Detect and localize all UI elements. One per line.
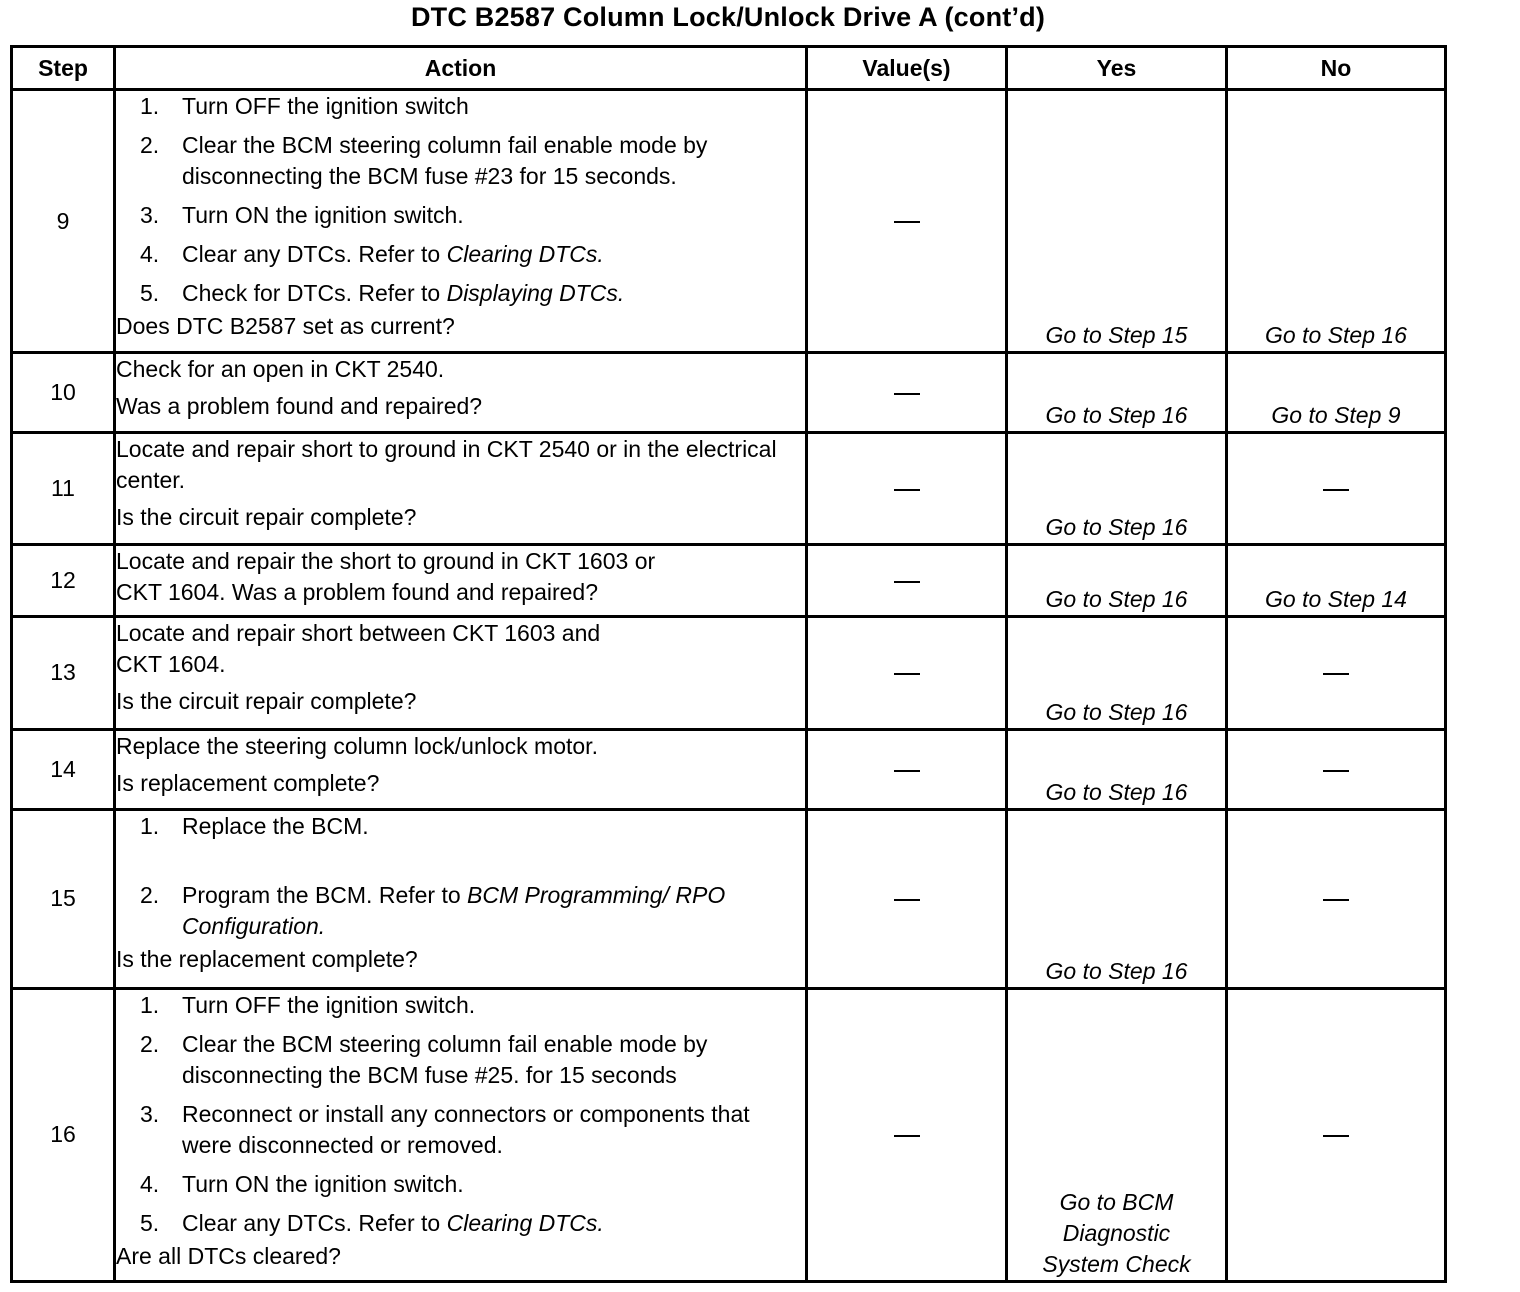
yes-result: Go to Step 16 bbox=[1007, 729, 1227, 809]
table-row bbox=[12, 729, 1446, 809]
no-result bbox=[1227, 988, 1446, 1281]
header-step: Step bbox=[12, 47, 115, 90]
item-text-main: Clear any DTCs. Refer to bbox=[182, 1209, 447, 1236]
step-number: 13 bbox=[12, 617, 115, 729]
item-number: 4. bbox=[140, 1170, 160, 1197]
no-result: Go to Step 14 bbox=[1227, 544, 1446, 616]
list-item bbox=[140, 811, 805, 842]
item-number: 2. bbox=[140, 132, 160, 158]
value-cell bbox=[807, 353, 1007, 433]
table-row bbox=[12, 353, 1446, 433]
dash-mark bbox=[894, 673, 920, 675]
list-item bbox=[140, 1099, 805, 1161]
yes-result bbox=[1007, 988, 1227, 1281]
dtc-table bbox=[10, 45, 1447, 1283]
action-text: CKT 1604. bbox=[116, 651, 226, 678]
list-item bbox=[140, 239, 805, 270]
item-number: 1. bbox=[140, 93, 160, 119]
action-text: Locate and repair the short to ground in CKT 1603 or bbox=[116, 547, 656, 574]
action-text: CKT 1604. Was a problem found and repaired? bbox=[116, 578, 599, 605]
item-text-main: Clear any DTCs. Refer to bbox=[182, 241, 447, 267]
dash-mark bbox=[1323, 770, 1349, 772]
table-row bbox=[12, 809, 1446, 988]
value-cell bbox=[807, 809, 1007, 988]
step-number: 11 bbox=[12, 433, 115, 544]
item-number: 2. bbox=[140, 881, 160, 908]
action-cell bbox=[115, 729, 807, 809]
item-text bbox=[182, 239, 805, 270]
value-cell bbox=[807, 729, 1007, 809]
yes-result-line bbox=[1008, 1187, 1225, 1218]
no-result bbox=[1227, 617, 1446, 729]
question-text: Was a problem found and repaired? bbox=[116, 393, 483, 420]
item-number: 5. bbox=[140, 280, 160, 306]
value-cell bbox=[807, 90, 1007, 353]
reference-link: Diagnostic bbox=[1062, 1220, 1171, 1246]
table-row bbox=[12, 544, 1446, 616]
dash-mark bbox=[1323, 1135, 1349, 1137]
dash-mark bbox=[894, 1135, 920, 1137]
header-values: Value(s) bbox=[807, 47, 1007, 90]
item-text: Clear the BCM steering column fail enable mode by disconnecting the BCM fuse #25. for 15 seconds bbox=[182, 1030, 708, 1088]
action-cell bbox=[115, 353, 807, 433]
value-cell bbox=[807, 988, 1007, 1281]
question-text: Is the circuit repair complete? bbox=[116, 504, 417, 531]
no-result: Go to Step 9 bbox=[1227, 353, 1446, 433]
list-item bbox=[140, 1208, 805, 1239]
question-text: Are all DTCs cleared? bbox=[116, 1242, 341, 1269]
question-text: Is the circuit repair complete? bbox=[116, 688, 417, 715]
list-item bbox=[140, 1029, 805, 1091]
reference-link: Clearing DTCs. bbox=[446, 1209, 604, 1236]
header-yes: Yes bbox=[1007, 47, 1227, 90]
no-result: Go to Step 16 bbox=[1227, 90, 1446, 353]
dash-mark bbox=[1323, 489, 1349, 491]
no-result bbox=[1227, 729, 1446, 809]
reference-link: BCM Programming/ RPO Configuration. bbox=[182, 881, 726, 939]
reference-link: Clearing DTCs. bbox=[446, 241, 604, 267]
item-number: 3. bbox=[140, 202, 160, 228]
item-text: Turn ON the ignition switch. bbox=[182, 202, 464, 228]
item-text bbox=[182, 1208, 805, 1239]
list-item bbox=[140, 130, 805, 192]
item-number: 3. bbox=[140, 1100, 160, 1127]
table-header-row bbox=[12, 47, 1446, 90]
table-row bbox=[12, 90, 1446, 353]
dash-mark bbox=[894, 393, 920, 395]
value-cell bbox=[807, 544, 1007, 616]
dash-mark bbox=[894, 770, 920, 772]
dash-mark bbox=[894, 221, 920, 223]
list-item bbox=[140, 990, 805, 1021]
dash-mark bbox=[1323, 899, 1349, 901]
table-row bbox=[12, 988, 1446, 1281]
list-item bbox=[140, 91, 805, 122]
item-text: Turn ON the ignition switch. bbox=[182, 1170, 464, 1197]
action-cell bbox=[115, 90, 807, 353]
header-no: No bbox=[1227, 47, 1446, 90]
no-result bbox=[1227, 433, 1446, 544]
action-text: Replace the steering column lock/unlock motor. bbox=[116, 732, 598, 759]
question-text: Does DTC B2587 set as current? bbox=[116, 313, 455, 339]
item-text: Turn OFF the ignition switch bbox=[182, 93, 469, 119]
item-text: Turn OFF the ignition switch. bbox=[182, 991, 476, 1018]
action-cell bbox=[115, 617, 807, 729]
item-text: Reconnect or install any connectors or components that were disconnected or removed. bbox=[182, 1100, 750, 1158]
list-item bbox=[140, 200, 805, 231]
yes-result: Go to Step 15 bbox=[1007, 90, 1227, 353]
yes-result: Go to Step 16 bbox=[1007, 353, 1227, 433]
item-number: 5. bbox=[140, 1209, 160, 1236]
item-number: 1. bbox=[140, 812, 160, 839]
yes-result: Go to Step 16 bbox=[1007, 809, 1227, 988]
dash-mark bbox=[894, 489, 920, 491]
reference-link: System Check bbox=[1042, 1251, 1191, 1277]
item-text bbox=[182, 880, 805, 942]
dash-mark bbox=[894, 899, 920, 901]
table-row bbox=[12, 433, 1446, 544]
item-number: 4. bbox=[140, 241, 160, 267]
list-item bbox=[140, 1169, 805, 1200]
list-item bbox=[140, 278, 805, 309]
item-text bbox=[182, 278, 805, 309]
value-cell bbox=[807, 433, 1007, 544]
action-cell bbox=[115, 544, 807, 616]
table-row bbox=[12, 617, 1446, 729]
no-result bbox=[1227, 809, 1446, 988]
action-cell bbox=[115, 988, 807, 1281]
dash-mark bbox=[894, 581, 920, 583]
step-number: 14 bbox=[12, 729, 115, 809]
question-text: Is replacement complete? bbox=[116, 769, 380, 796]
yes-result: Go to Step 16 bbox=[1007, 433, 1227, 544]
list-item bbox=[140, 880, 805, 942]
yes-prefix: Go to bbox=[1059, 1189, 1123, 1215]
yes-result: Go to Step 16 bbox=[1007, 617, 1227, 729]
value-cell bbox=[807, 617, 1007, 729]
item-text: Clear the BCM steering column fail enable mode by disconnecting the BCM fuse #23 for 15 seconds. bbox=[182, 132, 708, 189]
yes-result: Go to Step 16 bbox=[1007, 544, 1227, 616]
step-number: 9 bbox=[12, 90, 115, 353]
header-action: Action bbox=[115, 47, 807, 90]
item-number: 1. bbox=[140, 991, 160, 1018]
page-title: DTC B2587 Column Lock/Unlock Drive A (cont’d) bbox=[410, 2, 1046, 32]
dash-mark bbox=[1323, 673, 1349, 675]
question-text: Is the replacement complete? bbox=[116, 945, 418, 972]
action-text: Locate and repair short to ground in CKT 2540 or in the electrical center. bbox=[116, 436, 777, 494]
action-text: Locate and repair short between CKT 1603 and bbox=[116, 620, 601, 647]
step-number: 15 bbox=[12, 809, 115, 988]
item-number: 2. bbox=[140, 1030, 160, 1057]
item-text: Replace the BCM. bbox=[182, 812, 369, 839]
step-number: 10 bbox=[12, 353, 115, 433]
item-text-main: Program the BCM. Refer to bbox=[182, 881, 468, 908]
action-cell bbox=[115, 433, 807, 544]
item-text-main: Check for DTCs. Refer to bbox=[182, 280, 447, 306]
action-text: Check for an open in CKT 2540. bbox=[116, 356, 445, 383]
action-cell bbox=[115, 809, 807, 988]
reference-link: BCM bbox=[1122, 1189, 1174, 1215]
step-number: 16 bbox=[12, 988, 115, 1281]
step-number: 12 bbox=[12, 544, 115, 616]
reference-link: Displaying DTCs. bbox=[446, 280, 625, 306]
